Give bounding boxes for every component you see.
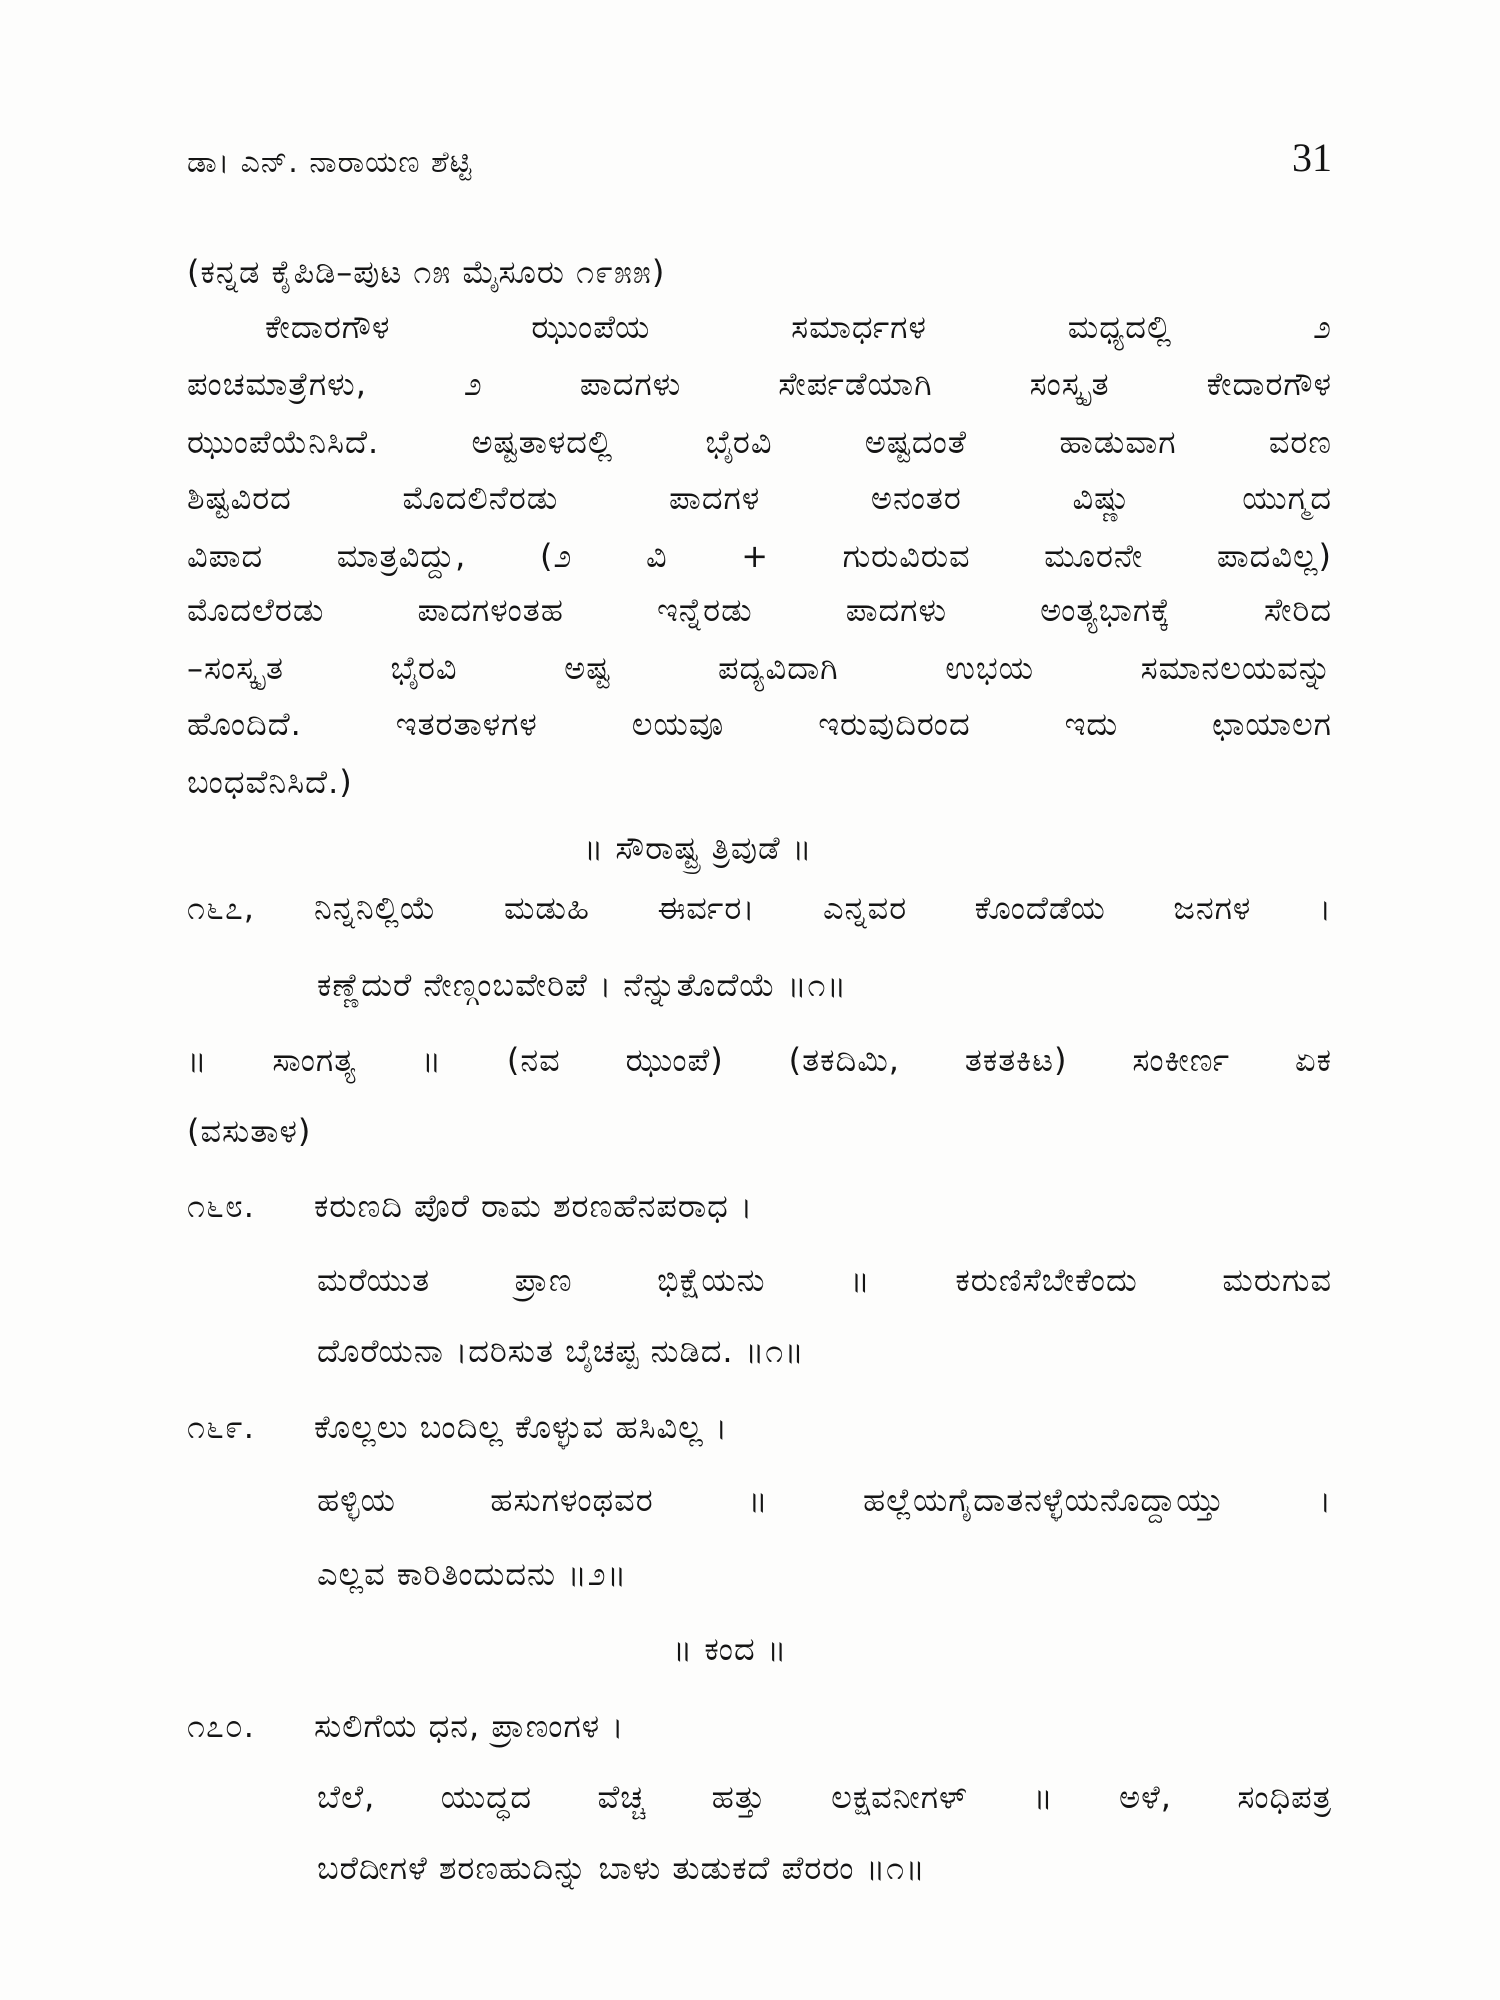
verse-number: ೧೬೮. bbox=[187, 1187, 255, 1225]
section-heading-continued: (ವಸುತಾಳ) bbox=[187, 1112, 312, 1150]
verse-line: ಎಲ್ಲವ ಕಾರಿತಿಂದುದನು ॥೨॥ bbox=[317, 1555, 628, 1593]
verse-line: ಬರೆದೀಗಳೆ ಶರಣಹುದಿನ್ನು ಬಾಳು ತುಡುಕದೆ ಪೆರರಂ ॥೧॥ bbox=[317, 1849, 926, 1887]
verse-line: ಮರೆಯುತ ಪ್ರಾಣ ಭಿಕ್ಷೆಯನು ॥ ಕರುಣಿಸೆಬೇಕೆಂದು ಮರುಗುವ bbox=[317, 1261, 1332, 1299]
verse-number: ೧೬೭, bbox=[187, 889, 255, 927]
verse-line: ನಿನ್ನನಿಲ್ಲಿಯೆ ಮಡುಹಿ ಈರ್ವರ। ಎನ್ನವರ ಕೊಂದೆಡೆಯ ಜನಗಳ । bbox=[314, 889, 1332, 927]
verse-number: ೧೬೯. bbox=[187, 1408, 255, 1446]
verse-line: ಕರುಣದಿ ಪೊರೆ ರಾಮ ಶರಣಹೆನಪರಾಧ । bbox=[314, 1187, 754, 1225]
verse-line: ಹಳ್ಳಿಯ ಹಸುಗಳಂಥವರ ॥ ಹಲ್ಲೆಯಗೈದಾತನಳ್ಳೆಯನೊದ್ದಾಯ್ತು । bbox=[317, 1481, 1332, 1519]
running-header-author: ಡಾ। ಎನ್. ನಾರಾಯಣ ಶೆಟ್ಟಿ bbox=[187, 145, 473, 180]
section-heading: ॥ ಕಂದ ॥ bbox=[672, 1630, 788, 1668]
note-line: ಮೊದಲೆರಡು ಪಾದಗಳಂತಹ ಇನ್ನೆರಡು ಪಾದಗಳು ಅಂತ್ಯಭಾಗಕ್ಕೆ ಸೇರಿದ bbox=[187, 591, 1332, 629]
note-line: (ಕನ್ನಡ ಕೈಪಿಡಿ–ಪುಟ ೧೫ ಮೈಸೂರು ೧೯೫೫) bbox=[187, 253, 666, 291]
verse-line: ದೊರೆಯನಾ ।ದರಿಸುತ ಬೈಚಪ್ಪ ನುಡಿದ. ॥೧॥ bbox=[317, 1332, 805, 1370]
note-line: –ಸಂಸ್ಕೃತ ಭೈರವಿ ಅಷ್ಟ ಪದ್ಯವಿದಾಗಿ ಉಭಯ ಸಮಾನಲಯವನ್ನು bbox=[187, 649, 1332, 687]
note-line: ಶಿಷ್ಟವಿರದ ಮೊದಲಿನೆರಡು ಪಾದಗಳ ಅನಂತರ ವಿಷ್ಣು ಯುಗ್ಮದ bbox=[187, 479, 1332, 517]
note-line: ಬಂಧವೆನಿಸಿದೆ.) bbox=[187, 763, 353, 801]
verse-number: ೧೭೦. bbox=[187, 1707, 255, 1745]
verse-line: ಬೆಲೆ, ಯುದ್ಧದ ವೆಚ್ಚ ಹತ್ತು ಲಕ್ಷವನೀಗಳ್ ॥ ಅಳೆ, ಸಂಧಿಪತ್ರ bbox=[317, 1778, 1332, 1816]
page-number: 31 bbox=[1292, 135, 1332, 180]
verse-line: ಕೊಲ್ಲಲು ಬಂದಿಲ್ಲ ಕೊಳ್ಳುವ ಹಸಿವಿಲ್ಲ । bbox=[314, 1408, 729, 1446]
note-line: ವಿಪಾದ ಮಾತ್ರವಿದ್ದು, (೨ ವಿ + ಗುರುವಿರುವ ಮೂರನೇ ಪಾದವಿಲ್ಲ) bbox=[187, 537, 1332, 575]
section-heading: ॥ ಸೌರಾಷ್ಟ್ರ ತ್ರಿವುಡೆ ॥ bbox=[583, 829, 813, 867]
section-heading: ॥ ಸಾಂಗತ್ಯ ॥ (ನವ ಝುಂಪೆ) (ತಕದಿಮಿ, ತಕತಕಿಟ) ಸಂಕೀರ್ಣ ಏಕ bbox=[187, 1041, 1332, 1079]
verse-line: ಕಣ್ಣೆದುರೆ ನೇಣ್ಗಂಬವೇರಿಪೆ । ನೆನ್ನುತೊದೆಯೆ ॥೧॥ bbox=[317, 966, 847, 1004]
note-line: ಪಂಚಮಾತ್ರೆಗಳು, ೨ ಪಾದಗಳು ಸೇರ್ಪಡೆಯಾಗಿ ಸಂಸ್ಕೃತ ಕೇದಾರಗೌಳ bbox=[187, 365, 1332, 403]
verse-line: ಸುಲಿಗೆಯ ಧನ, ಪ್ರಾಣಂಗಳ । bbox=[314, 1707, 625, 1745]
note-line: ಹೊಂದಿದೆ. ಇತರತಾಳಗಳ ಲಯವೂ ಇರುವುದಿರಂದ ಇದು ಛಾಯಾಲಗ bbox=[187, 705, 1332, 743]
note-line: ಝುಂಪೆಯೆನಿಸಿದೆ. ಅಷ್ಟತಾಳದಲ್ಲಿ ಭೈರವಿ ಅಷ್ಟದಂತೆ ಹಾಡುವಾಗ ವರಣ bbox=[187, 423, 1332, 461]
note-line: ಕೇದಾರಗೌಳ ಝುಂಪೆಯ ಸಮಾರ್ಧಗಳ ಮಧ್ಯದಲ್ಲಿ ೨ bbox=[265, 308, 1332, 346]
